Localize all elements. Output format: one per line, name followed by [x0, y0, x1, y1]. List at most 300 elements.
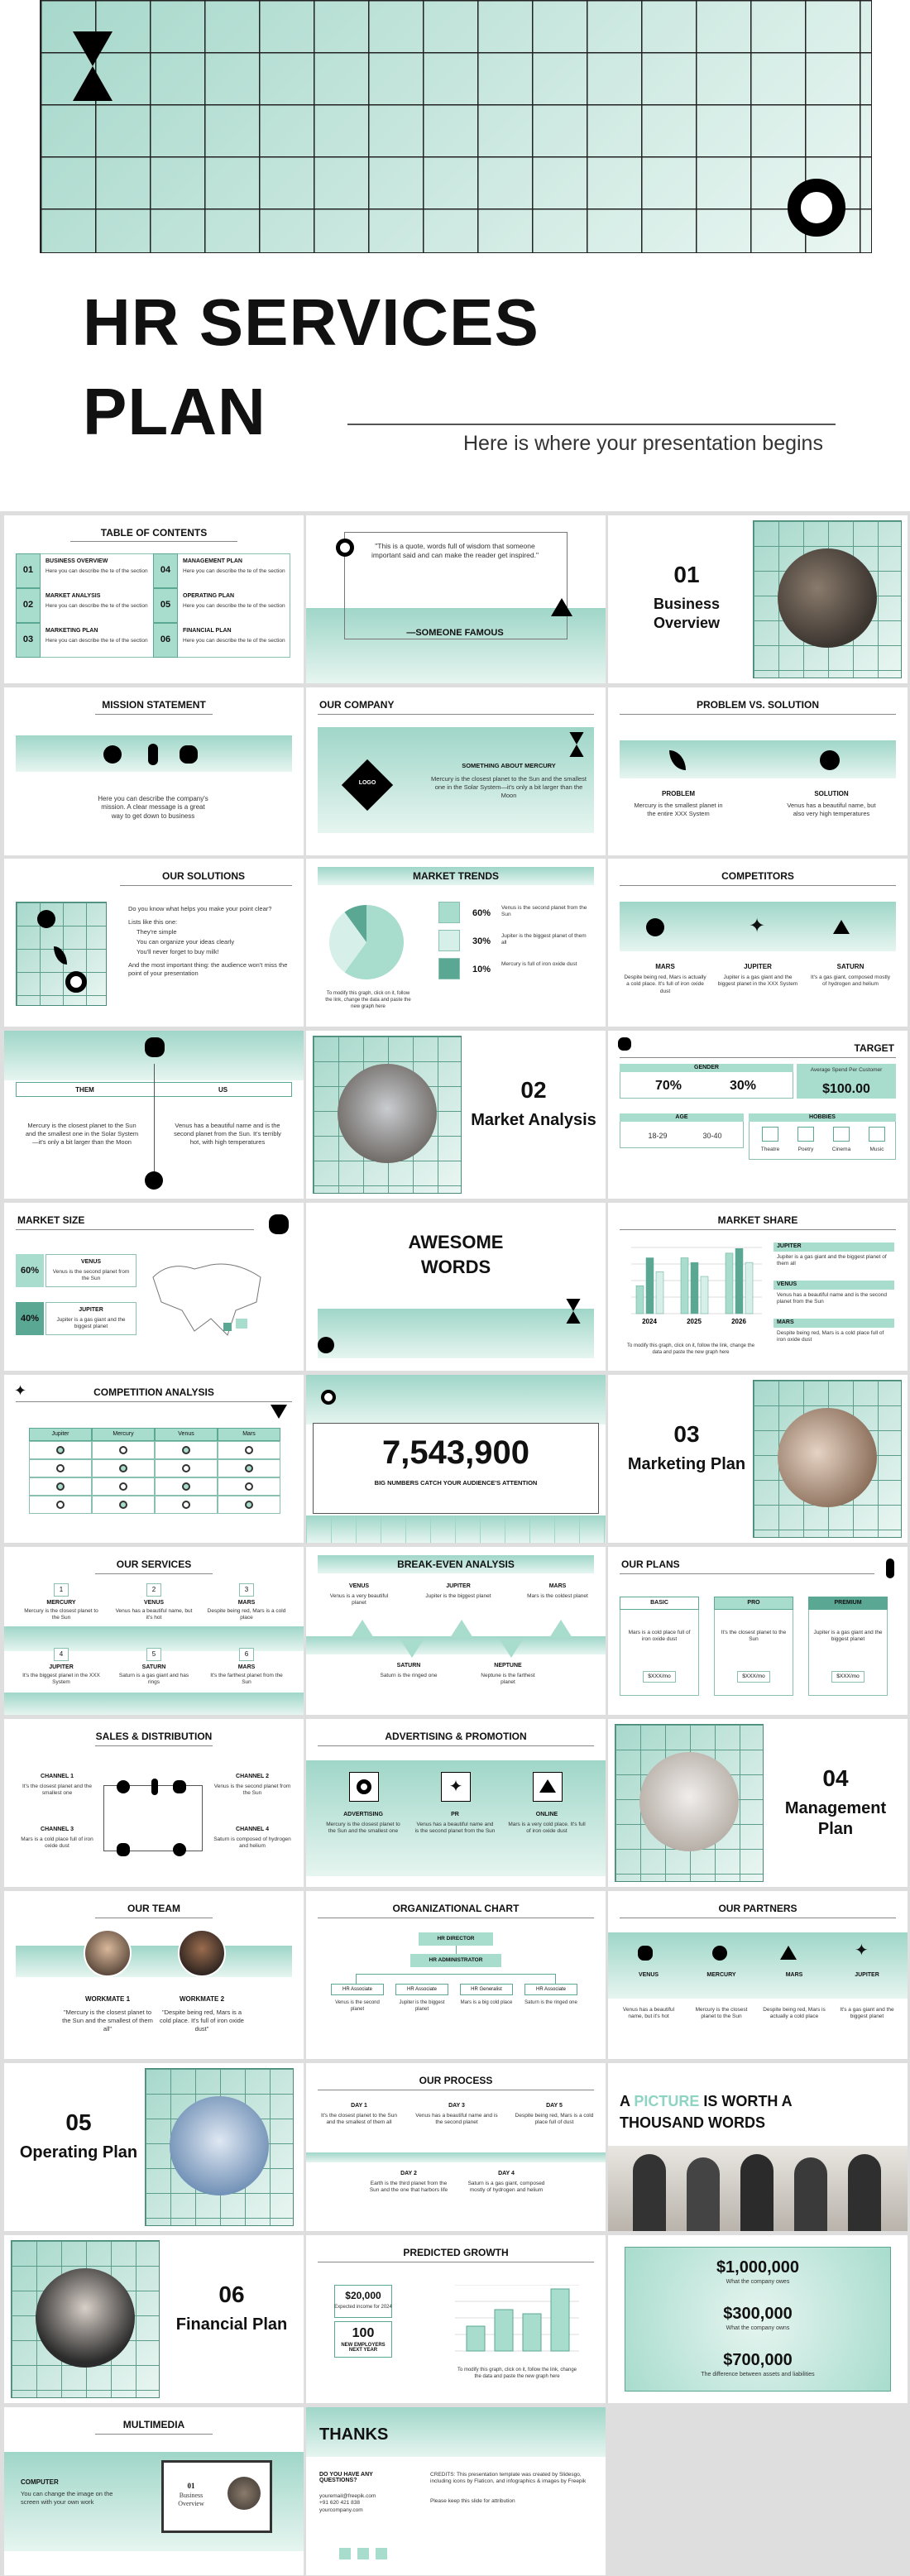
partner-text: It's a gas giant and the biggest planet — [840, 2007, 894, 2020]
plan-text: Jupiter is a gas giant and the biggest planet — [813, 1630, 883, 1643]
role-box[interactable]: HR Associate — [524, 1984, 577, 1995]
trend-text: Mercury is full of iron oxide dust — [501, 961, 577, 967]
sparkle-icon: ✦ — [441, 1772, 471, 1802]
big-number: 7,543,900 — [382, 1434, 529, 1471]
thanks-attrib: Please keep this slide for attribution — [430, 2498, 515, 2504]
slide-target[interactable] — [608, 1031, 908, 1199]
check-icon[interactable] — [182, 1482, 190, 1491]
growth-bar — [551, 2289, 569, 2351]
bar-mars-2025 — [701, 1276, 708, 1314]
check-icon[interactable] — [245, 1501, 253, 1509]
slide-awesome-words[interactable] — [306, 1203, 606, 1371]
divider — [620, 714, 896, 715]
slide-title: ORGANIZATIONAL CHART — [392, 1903, 520, 1914]
partner-text: Mercury is the closest planet to the Sun — [695, 2007, 748, 2020]
check-icon[interactable] — [56, 1446, 65, 1454]
role-box[interactable]: HR Generalist — [460, 1984, 513, 1995]
slide-our-company[interactable] — [306, 687, 606, 855]
slide-picture-words[interactable] — [608, 2063, 908, 2231]
be-label: NEPTUNE — [494, 1663, 522, 1669]
x-tick-label: 2024 — [642, 1318, 657, 1325]
us-label: US — [218, 1086, 228, 1094]
section-number: 02 — [520, 1077, 547, 1103]
slide-our-process[interactable] — [306, 2063, 606, 2231]
pill-icon — [886, 1559, 894, 1578]
check-icon[interactable] — [56, 1464, 65, 1472]
slide-section-02[interactable] — [306, 1031, 606, 1199]
channel-text: Venus is the second planet from the Sun — [213, 1784, 291, 1797]
slide-money[interactable] — [608, 2235, 908, 2403]
ring-icon — [65, 971, 87, 993]
check-icon[interactable] — [119, 1501, 127, 1509]
trend-swatch — [438, 902, 460, 923]
slide-competitors[interactable] — [608, 859, 908, 1027]
band — [16, 1946, 292, 1977]
check-icon[interactable] — [245, 1482, 253, 1491]
bar-venus-2024 — [646, 1258, 654, 1314]
be-label: MARS — [548, 1583, 567, 1589]
screen-photo — [228, 2477, 261, 2510]
marketing-photo — [778, 1408, 877, 1507]
toc-item-label[interactable]: FINANCIAL PLAN — [183, 628, 232, 634]
age-range-1: 18-29 — [648, 1132, 668, 1140]
pill-icon — [151, 1779, 158, 1795]
slide-our-solutions[interactable] — [4, 859, 304, 1027]
competitor-label: SATURN — [836, 963, 864, 970]
team-photo — [778, 548, 877, 648]
service-text: It's the biggest planet in the XXX System — [22, 1673, 100, 1686]
check-icon[interactable] — [245, 1446, 253, 1454]
channel-label: CHANNEL 1 — [41, 1774, 74, 1779]
share-text: Venus has a beautiful name and is the second planet from the Sun — [777, 1292, 887, 1305]
channel-text: It's the closest planet and the smallest one — [22, 1784, 92, 1797]
trend-swatch — [438, 930, 460, 951]
section-number: 01 — [673, 562, 700, 587]
service-number: 6 — [239, 1648, 254, 1661]
clover-icon — [180, 745, 198, 764]
check-icon[interactable] — [119, 1464, 127, 1472]
role-text: Mars is a big cold place — [460, 2000, 513, 2005]
slide-title: TARGET — [854, 1042, 894, 1054]
slide-title: SALES & DISTRIBUTION — [95, 1731, 213, 1742]
divider — [95, 1745, 213, 1746]
hobby-icon — [762, 1127, 778, 1142]
share-text: Jupiter is a gas giant and the biggest planet of them all — [777, 1254, 887, 1267]
be-text: Mars is the coldest planet — [527, 1593, 588, 1599]
competitor-text: It's a gas giant, composed mostly of hydrogen and helium — [811, 974, 890, 988]
divider — [620, 1057, 896, 1058]
workmate-1-label: WORKMATE 1 — [84, 1995, 131, 2003]
process-text: Despite being red, Mars is a cold place full of dust — [515, 2113, 594, 2126]
cover-title-line2: PLAN — [83, 375, 266, 448]
age-label: AGE — [675, 1114, 688, 1120]
divider — [95, 1573, 213, 1574]
slide-big-number[interactable] — [306, 1375, 606, 1543]
clover-icon — [145, 1037, 165, 1057]
toc-title: TABLE OF CONTENTS — [100, 527, 208, 539]
divider — [16, 1401, 292, 1402]
triangle-icon — [833, 920, 850, 934]
hobby-label: Theatre — [760, 1147, 780, 1152]
service-label: MARS — [237, 1600, 256, 1606]
bar-venus-2026 — [735, 1248, 743, 1314]
circle-icon — [712, 1946, 727, 1961]
slide-break-even[interactable] — [306, 1547, 606, 1715]
clover-icon — [618, 1037, 631, 1051]
money-value: $1,000,000 — [716, 2258, 800, 2277]
trend-text: Jupiter is the biggest planet of them all — [501, 933, 587, 946]
band-top — [306, 1375, 606, 1424]
growth-bar — [467, 2326, 485, 2351]
list-item: You can organize your ideas clearly — [136, 938, 235, 946]
female-pct: 30% — [729, 1079, 757, 1093]
heading-line2: THOUSAND WORDS — [620, 2114, 765, 2131]
service-number: 3 — [239, 1583, 254, 1597]
check-icon[interactable] — [119, 1446, 127, 1454]
slide-sales-distribution[interactable] — [4, 1719, 304, 1887]
amount-label: Expected income for 2024 — [334, 2305, 392, 2310]
management-photo — [639, 1752, 739, 1851]
hourglass-icon — [566, 1299, 581, 1324]
slide-our-partners[interactable] — [608, 1891, 908, 2059]
slide-competition-analysis[interactable] — [4, 1375, 304, 1543]
list-item: You'll never forget to buy milk! — [136, 948, 219, 955]
sparkle-icon: ✦ — [14, 1382, 27, 1399]
bar-mars-2024 — [656, 1271, 663, 1314]
check-icon[interactable] — [119, 1482, 127, 1491]
competitor-label: JUPITER — [744, 963, 772, 970]
service-number: 5 — [146, 1648, 161, 1661]
problem-text: Mercury is the smallest planet in the entire XXX System — [634, 802, 723, 817]
band-bottom — [4, 1693, 304, 1715]
check-icon[interactable] — [56, 1482, 65, 1491]
be-label: JUPITER — [446, 1583, 471, 1589]
company-heading: SOMETHING ABOUT MERCURY — [462, 762, 556, 769]
flower-icon — [145, 1171, 163, 1190]
twitter-icon[interactable] — [357, 2548, 369, 2559]
check-icon[interactable] — [245, 1464, 253, 1472]
slide-section-03[interactable] — [608, 1375, 908, 1543]
slide-title: PREDICTED GROWTH — [403, 2247, 509, 2258]
toc-number: 05 — [160, 600, 171, 610]
hobby-label: Cinema — [831, 1147, 851, 1152]
service-number: 4 — [54, 1648, 69, 1661]
divider — [620, 1573, 874, 1574]
circle-icon — [318, 1337, 334, 1353]
hourglass-icon — [569, 732, 584, 757]
age-range-2: 30-40 — [702, 1132, 722, 1140]
channel-label: CHANNEL 2 — [236, 1774, 269, 1779]
divider — [318, 1745, 594, 1746]
solution-text: Venus has a beautiful name, but also very high temperatures — [787, 802, 876, 817]
advert-label: ONLINE — [535, 1812, 558, 1817]
bar-venus-2025 — [691, 1262, 698, 1314]
slide-title: OUR PROCESS — [419, 2075, 493, 2086]
divider — [95, 2434, 213, 2435]
toc-item-label[interactable]: BUSINESS OVERVIEW — [46, 558, 108, 564]
slide-multimedia[interactable] — [4, 2407, 304, 2575]
workmate-1-text: "Mercury is the closest planet to the Sun and the smallest of them all" — [62, 2009, 153, 2033]
service-text: It's the farthest planet from the Sun — [210, 1673, 283, 1686]
check-icon[interactable] — [56, 1501, 65, 1509]
flower-icon — [117, 1780, 130, 1793]
toc-item-desc: Here you can describe the te of the section — [46, 638, 148, 644]
facebook-icon[interactable] — [339, 2548, 351, 2559]
company-text: Mercury is the closest planet to the Sun and the smallest one in the Solar System—it's only a bit larger than the Moon — [430, 775, 587, 799]
role-box[interactable]: HR Associate — [331, 1984, 384, 1995]
bar-jupiter-2024 — [636, 1286, 644, 1314]
flower-icon — [103, 745, 122, 764]
amount-value: $20,000 — [345, 2290, 381, 2301]
divider — [620, 1229, 896, 1230]
slide-our-plans[interactable] — [608, 1547, 908, 1715]
slide-title: OUR TEAM — [127, 1903, 180, 1914]
advert-text: Mercury is the closest planet to the Sun and the smallest one — [326, 1822, 400, 1835]
money-text: What the company owns — [726, 2325, 790, 2331]
slide-title: COMPETITION ANALYSIS — [93, 1386, 214, 1398]
instagram-icon[interactable] — [376, 2548, 387, 2559]
slide-title: MULTIMEDIA — [122, 2419, 185, 2430]
thanks-question: DO YOU HAVE ANY QUESTIONS? — [319, 2472, 373, 2483]
heading-accent: PICTURE — [634, 2093, 700, 2109]
section-title: Financial Plan — [175, 2315, 288, 2334]
process-text: It's the closest planet to the Sun and the smallest of them all — [321, 2113, 397, 2126]
partner-label: JUPITER — [855, 1972, 879, 1978]
slide-problem-solution[interactable] — [608, 687, 908, 855]
competitor-text: Jupiter is a gas giant and the biggest planet in the XXX System — [717, 974, 798, 988]
flower-icon — [173, 1843, 186, 1856]
triangle-icon-box — [533, 1772, 563, 1802]
toc-item-desc: Here you can describe the te of the section — [183, 638, 285, 644]
slide-title: BREAK-EVEN ANALYSIS — [397, 1559, 515, 1570]
clover-icon — [638, 1946, 653, 1961]
hobby-icon — [869, 1127, 885, 1142]
male-pct: 70% — [654, 1079, 682, 1093]
market-share-chart — [623, 1239, 764, 1330]
chart-note: To modify this graph, click on it, follow the link, change the data and paste the new graph here — [457, 2368, 577, 2379]
hobby-icon — [797, 1127, 814, 1142]
process-text: Venus has a beautiful name and is the second planet — [415, 2113, 498, 2126]
channel-label: CHANNEL 4 — [236, 1827, 269, 1832]
count-label: NEW EMPLOYERS NEXT YEAR — [341, 2343, 386, 2353]
circle-icon — [37, 910, 55, 928]
them-text: Mercury is the closest planet to the Sun and the smallest one in the Solar System—it's only a bit larger than the Moon — [25, 1122, 139, 1146]
size-text: Venus is the second planet from the Sun — [52, 1269, 130, 1282]
slide-market-size[interactable] — [4, 1203, 304, 1371]
plan-price[interactable]: $XXX/mo — [737, 1671, 770, 1683]
check-icon[interactable] — [182, 1446, 190, 1454]
slide-quote[interactable] — [306, 515, 606, 683]
slide-title: MARKET TRENDS — [413, 870, 499, 882]
x-tick-label: 2025 — [687, 1318, 702, 1325]
trend-text: Venus is the second planet from the Sun — [501, 905, 587, 918]
connector — [356, 1974, 556, 1984]
solutions-outro: And the most important thing: the audience won't miss the point of your presentation — [128, 961, 288, 977]
size-pct: 60% — [20, 1266, 40, 1276]
toc-number: 06 — [160, 634, 171, 644]
trend-pct: 30% — [472, 936, 491, 946]
slide-predicted-growth[interactable] — [306, 2235, 606, 2403]
share-label: JUPITER — [777, 1243, 802, 1249]
money-text: The difference between assets and liabilities — [701, 2372, 815, 2377]
slide-our-team[interactable] — [4, 1891, 304, 2059]
be-label: SATURN — [396, 1663, 421, 1669]
divider — [120, 885, 292, 886]
be-text: Neptune is the farthest planet — [481, 1673, 535, 1686]
circle-icon — [820, 750, 840, 770]
trend-pct: 60% — [472, 908, 491, 918]
vertical-divider — [154, 1064, 155, 1180]
screen-title: Business Overview — [178, 2492, 204, 2508]
section-title: Operating Plan — [19, 2143, 138, 2162]
be-text: Saturn is the ringed one — [380, 1673, 438, 1678]
section-number: 06 — [218, 2282, 245, 2307]
table-header: Mars — [242, 1431, 256, 1437]
plan-label: BASIC — [650, 1600, 668, 1606]
service-text: Saturn is a gas giant and has rings — [118, 1673, 189, 1686]
operating-photo — [170, 2096, 269, 2195]
section-title: Business Overview — [653, 596, 721, 631]
band-bottom — [306, 1515, 606, 1543]
advert-text: Mars is a very cold place. It's full of iron oxide dust — [508, 1822, 586, 1835]
role-text: Saturn is the ringed one — [524, 2000, 577, 2005]
toc-number: 03 — [22, 634, 34, 644]
money-value: $300,000 — [723, 2305, 793, 2323]
meeting-photo — [338, 1064, 437, 1163]
x-tick-label: 2026 — [731, 1318, 746, 1325]
be-text: Jupiter is the biggest planet — [425, 1593, 491, 1599]
process-label: DAY 3 — [448, 2103, 465, 2109]
slide-market-trends[interactable] — [306, 859, 606, 1027]
role-text: Venus is the second planet — [335, 2000, 380, 2012]
slide-title: OUR COMPANY — [319, 699, 395, 711]
logo-label: LOGO — [358, 780, 376, 786]
slide-title: COMPETITORS — [721, 870, 794, 882]
plan-price[interactable]: $XXX/mo — [643, 1671, 676, 1683]
process-label: DAY 2 — [400, 2171, 417, 2176]
heading-pre: A — [620, 2093, 635, 2109]
size-label: JUPITER — [79, 1307, 103, 1313]
plan-label: PREMIUM — [834, 1600, 862, 1606]
cover-subtitle: Here is where your presentation begins — [463, 432, 823, 455]
toc-item-label[interactable]: MARKETING PLAN — [46, 628, 98, 634]
bar-mars-2026 — [745, 1262, 753, 1314]
toc-item-label[interactable]: MANAGEMENT PLAN — [183, 558, 242, 564]
picture-heading — [620, 2093, 901, 2110]
slide-market-share[interactable] — [608, 1203, 908, 1371]
cover-title-line1: HR SERVICES — [83, 285, 539, 359]
channel-connector — [103, 1785, 203, 1851]
quote-text: "This is a quote, words full of wisdom that someone important said and can make the reader get inspired." — [371, 542, 539, 560]
slide-section-05[interactable] — [4, 2063, 304, 2231]
slide-title: MARKET SHARE — [717, 1214, 798, 1226]
slide-title: OUR PLANS — [621, 1559, 680, 1570]
headline-line1: AWESOME — [408, 1232, 504, 1252]
competitor-text: Despite being red, Mars is actually a cold place. It's full of iron oxide dust — [624, 974, 706, 994]
sparkle-icon: ✦ — [855, 1942, 869, 1960]
toc-item-desc: Here you can describe the te of the section — [183, 568, 285, 574]
slide-advertising[interactable] — [306, 1719, 606, 1887]
cover-slide[interactable] — [0, 0, 910, 511]
up-triangle-icon — [351, 1620, 374, 1638]
ring-icon — [336, 539, 354, 557]
screen-number: 01 — [187, 2482, 195, 2490]
growth-bar — [495, 2310, 513, 2351]
service-label: VENUS — [143, 1600, 165, 1606]
size-pct: 40% — [20, 1314, 40, 1324]
divider — [318, 714, 594, 715]
ring-icon — [788, 179, 845, 237]
hobby-label: Music — [869, 1147, 884, 1152]
computer-text: You can change the image on the screen with your own work — [21, 2490, 113, 2506]
slide-our-services[interactable] — [4, 1547, 304, 1715]
advert-label: ADVERTISING — [343, 1812, 383, 1817]
slide-them-vs-us[interactable] — [4, 1031, 304, 1199]
chart-note: To modify this graph, click on it, follow the link, change the data and paste the new graph here — [626, 1343, 755, 1355]
slide-table-of-contents[interactable] — [4, 515, 304, 683]
workmate-2-photo — [178, 1929, 226, 1977]
check-icon[interactable] — [182, 1464, 190, 1472]
slide-mission-statement[interactable] — [4, 687, 304, 855]
world-map-icon — [145, 1252, 269, 1343]
partner-text: Venus has a beautiful name, but it's hot — [622, 2007, 675, 2020]
role-box[interactable]: HR Associate — [395, 1984, 448, 1995]
check-icon[interactable] — [182, 1501, 190, 1509]
workmate-1-photo — [84, 1929, 132, 1977]
hobby-label: Poetry — [797, 1147, 814, 1152]
them-label: THEM — [75, 1086, 94, 1094]
advert-text: Venus has a beautiful name and is the second planet from the Sun — [414, 1822, 496, 1835]
toc-item-label[interactable]: OPERATING PLAN — [183, 593, 235, 599]
count-value: 100 — [352, 2326, 375, 2340]
divider — [620, 885, 896, 886]
table-header: Venus — [178, 1431, 194, 1437]
advert-label: PR — [451, 1812, 459, 1817]
toc-item-label[interactable]: MARKET ANALYSIS — [46, 593, 101, 599]
toc-item-desc: Here you can describe the te of the section — [46, 603, 148, 609]
slide-title: MISSION STATEMENT — [102, 699, 206, 711]
divider — [16, 1229, 254, 1230]
process-label: DAY 4 — [498, 2171, 515, 2176]
thanks-title: THANKS — [319, 2425, 389, 2444]
money-text: What the company owes — [726, 2279, 790, 2285]
bar-jupiter-2026 — [726, 1253, 733, 1314]
spend-label: Average Spend Per Customer — [810, 1067, 883, 1073]
slide-section-01[interactable] — [608, 515, 908, 683]
bar-jupiter-2025 — [681, 1258, 688, 1314]
service-text: Despite being red, Mars is a cold place — [207, 1608, 286, 1621]
heading-post: IS WORTH A — [699, 2093, 793, 2109]
role-text: Jupiter is the biggest planet — [399, 2000, 445, 2012]
ring-icon — [321, 1390, 336, 1405]
slide-thanks[interactable] — [306, 2407, 606, 2575]
headline-line2: WORDS — [420, 1257, 491, 1277]
thanks-credits: CREDITS: This presentation template was created by Slidesgo, including icons by Flaticon, and infographics & images by Freepik — [430, 2472, 587, 2485]
section-title: Management Plan — [784, 1799, 887, 1838]
slide-section-06[interactable] — [4, 2235, 304, 2403]
channel-text: Saturn is composed of hydrogen and helium — [213, 1836, 291, 1850]
plan-price[interactable]: $XXX/mo — [831, 1671, 864, 1683]
slide-section-04[interactable] — [608, 1719, 908, 1887]
clover-icon — [117, 1843, 130, 1856]
slide-org-chart[interactable] — [306, 1891, 606, 2059]
section-number: 04 — [822, 1765, 849, 1791]
clover-icon — [269, 1214, 289, 1234]
slide-title: ADVERTISING & PROMOTION — [385, 1731, 527, 1742]
hobby-icon — [833, 1127, 850, 1142]
share-label: VENUS — [777, 1281, 797, 1287]
up-triangle-icon — [549, 1620, 572, 1638]
